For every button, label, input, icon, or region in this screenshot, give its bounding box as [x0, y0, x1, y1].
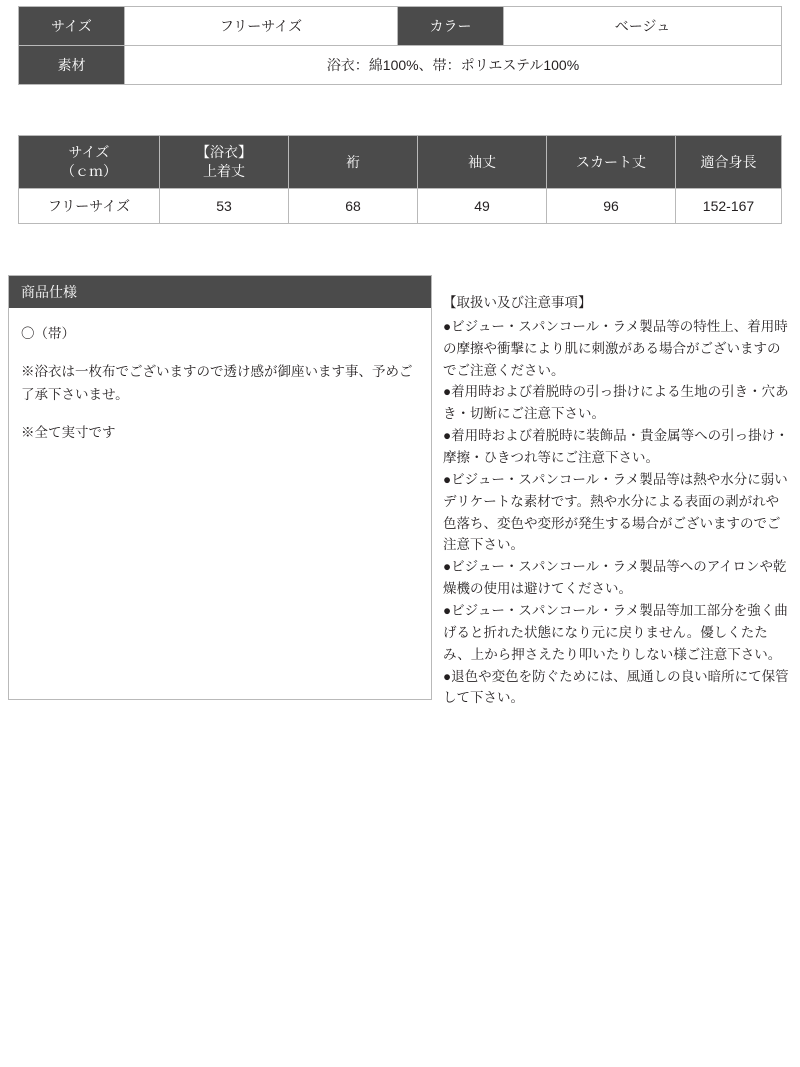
table-row	[19, 7, 782, 46]
measure-header-sleeve: 袖丈	[418, 136, 547, 189]
measure-header-jacket-length	[160, 136, 289, 189]
spec-color-value: ベージュ	[504, 7, 782, 46]
measure-header-size-line1: サイズ	[68, 144, 110, 161]
list-item: ●ビジュー・スパンコール・ラメ製品等へのアイロンや乾燥機の使用は避けてください。	[443, 559, 787, 597]
notes-section	[443, 292, 791, 709]
measure-value-jacket-length: 53	[160, 189, 289, 224]
measure-value-yuki: 68	[289, 189, 418, 224]
table-row	[19, 189, 782, 224]
table-row	[19, 46, 782, 85]
measure-header-jacket-line2: 上着丈	[203, 163, 245, 179]
measure-value-skirt: 96	[547, 189, 676, 224]
measure-value-height: 152-167	[676, 189, 782, 224]
product-spec-line-2: ※浴衣は一枚布でございますので透け感が御座います事、予めご了承下さいませ。	[21, 363, 413, 403]
list-item: ●ビジュー・スパンコール・ラメ製品等の特性上、着用時の摩擦や衝撃により肌に刺激がある場合がございますのでご注意ください。	[443, 318, 788, 378]
spec-color-label: カラー	[398, 7, 504, 46]
measure-header-size	[19, 136, 160, 189]
product-spec-box	[8, 275, 432, 700]
notes-list	[443, 316, 791, 709]
product-spec-line-1: 〇（帯）	[21, 326, 75, 341]
measure-header-jacket-line1: 【浴衣】	[196, 144, 252, 161]
measurement-table	[18, 135, 782, 224]
measure-header-yuki: 裄	[289, 136, 418, 189]
measure-value-size: フリーサイズ	[19, 189, 160, 224]
table-header-row	[19, 136, 782, 189]
product-spec-body	[9, 308, 431, 445]
notes-title: 【取扱い及び注意事項】	[443, 295, 592, 310]
list-item: ●着用時および着脱時に装飾品・貴金属等への引っ掛け・摩擦・ひきつれ等にご注意下さい。	[443, 428, 789, 466]
list-item: ●退色や変色を防ぐためには、風通しの良い暗所にて保管して下さい。	[443, 668, 789, 706]
list-item: ●ビジュー・スパンコール・ラメ製品等加工部分を強く曲げると折れた状態になり元に戻りません。優しくたたみ、上から押さえたり叩いたりしない様ご注意下さい。	[443, 603, 788, 662]
list-item: ●着用時および着脱時の引っ掛けによる生地の引き・穴あき・切断にご注意下さい。	[443, 384, 789, 422]
product-spec-title: 商品仕様	[9, 276, 431, 308]
spec-size-label: サイズ	[19, 7, 125, 46]
list-item: ●ビジュー・スパンコール・ラメ製品等は熱や水分に弱いデリケートな素材です。熱や水分による表面の剥がれや色落ち、変色や変形が発生する場合がございますのでご注意下さい。	[443, 471, 788, 553]
spec-size-value: フリーサイズ	[125, 7, 398, 46]
measure-value-sleeve: 49	[418, 189, 547, 224]
spec-material-label: 素材	[19, 46, 125, 85]
measure-header-skirt: スカート丈	[547, 136, 676, 189]
product-spec-line-3: ※全て実寸です	[21, 424, 116, 440]
measure-header-size-line2: （ｃｍ）	[61, 163, 117, 179]
spec-material-value: 浴衣：綿100%、帯：ポリエステル100%	[125, 46, 782, 85]
measure-header-height: 適合身長	[676, 136, 782, 189]
spec-table	[18, 6, 782, 85]
